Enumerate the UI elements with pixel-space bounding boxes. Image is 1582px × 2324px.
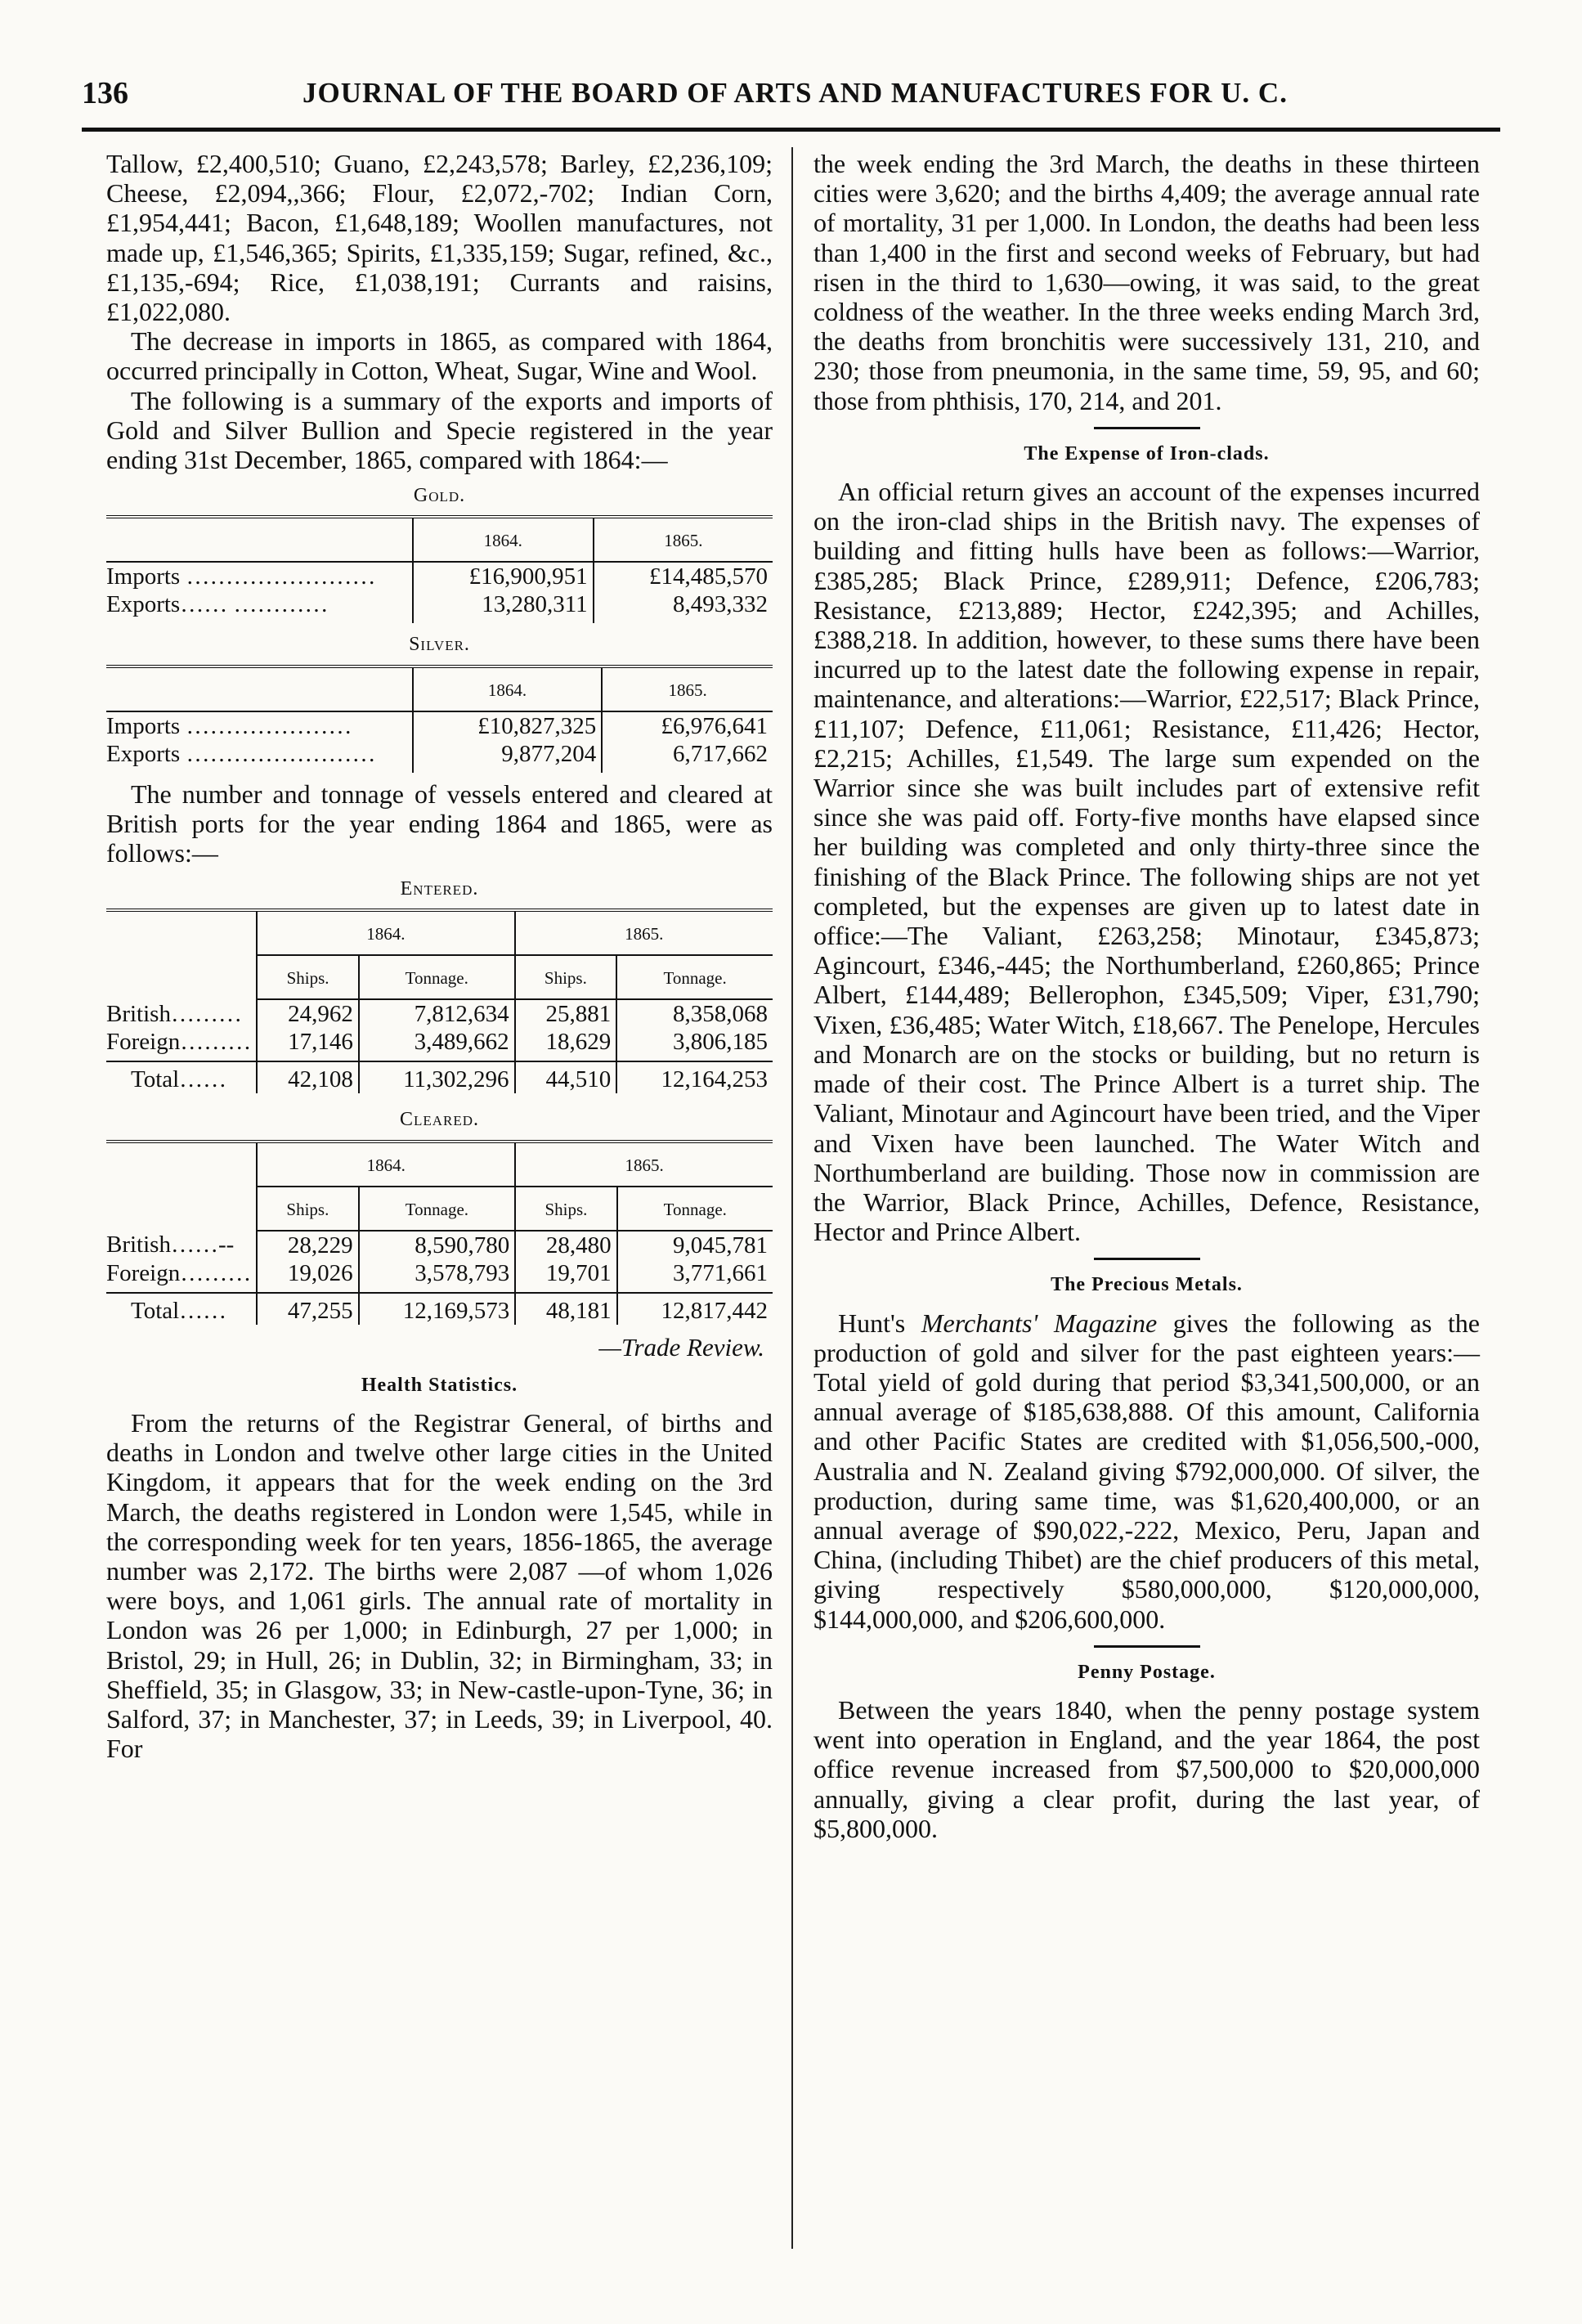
ironclads-paragraph: An official return gives an account of the expenses incurred on the iron-clad ships in the British navy. The expenses of building and fitting hulls have been as follows:—Warrior, £385,285; Black Prince, £289,911; Defence, £206,783; Resistance, £213,889; Hector, £242,395; and Achilles, £388,218. In addition, however, to these sums there have been incurred up to the latest date the following expense in repair, maintenance, and alterations:—Warrior, £22,517; Black Prince, £11,107; Defence, £11,061; Resistance, £11,426; Hector, £2,215; Achilles, £1,549. The large sum expended on the Warrior since she was built includes part of extensive refit since she was paid off. Forty-five months have elapsed since her building was completed and only thirty-three since the finishing of the Black Prince. The following ships are not yet completed, but the expenses are given up to latest date in office:—The Valiant, £263,258; Minotaur, £345,873; Agincourt, £346,-445; the Northumberland, £260,865; Prince Albert, £144,489; Bellerophon, £345,509; Viper, £31,790; Vixen, £36,485; Water Witch, £18,667. The Penelope, Hercules and Monarch are on the stocks or building, but no return is made of their cost. The Prince Albert is a turret ship. The Valiant, Minotaur and Agincourt have been tried, and the Viper and Vixen have been launched. The Water Witch and Northumberland are building. Those now in commission are the Warrior, Black Prince, Achilles, Defence, Resistance, Hector and Prince Albert. — [813, 477, 1480, 1247]
precious-metals-heading: The Precious Metals. — [1051, 1274, 1243, 1296]
cell-value: 18,629 — [515, 1028, 617, 1061]
row-label: Imports …………………… — [106, 563, 376, 590]
tonnage-header: Tonnage. — [359, 955, 515, 999]
cell-value: 3,489,662 — [359, 1028, 515, 1061]
row-label: Total…… — [106, 1061, 257, 1093]
row-label: Foreign……… — [106, 1259, 252, 1286]
cell-value: 8,590,780 — [359, 1231, 516, 1259]
penny-postage-paragraph: Between the years 1840, when the penny postage system went into operation in England, and the year 1864, the post office revenue increased from $7,500,000 to $20,000,000 annually, giving a clear profit, during the last year, of $5,800,000. — [813, 1694, 1480, 1843]
cell-value: 47,255 — [257, 1293, 358, 1325]
header-rule — [82, 128, 1500, 132]
cell-value: 9,045,781 — [617, 1231, 773, 1259]
table-row — [106, 562, 773, 590]
cell-value: £16,900,951 — [413, 562, 594, 590]
cleared-year-1864: 1864. — [257, 1142, 515, 1187]
row-label: Exports…… ………… — [106, 591, 329, 618]
health-statistics-heading: Health Statistics. — [361, 1374, 518, 1396]
table-row — [106, 590, 773, 623]
cleared-year-1865: 1865. — [515, 1142, 773, 1187]
page-header — [82, 75, 1504, 126]
cell-value: 17,146 — [257, 1028, 359, 1061]
cell-value: 12,164,253 — [616, 1061, 773, 1093]
left-column — [106, 149, 773, 1764]
table-row — [106, 740, 773, 773]
health-statistics-paragraph: From the returns of the Registrar General, of births and deaths in London and twelve other large cities in the United Kingdom, it appears that for the week ending on the 3rd March, the deaths registered in London were 1,545, while in the corresponding week for ten years, 1856-1865, the average number was 2,172. The births were 2,087 —of whom 1,026 were boys, and 1,061 girls. The annual rate of mortality in London was 26 per 1,000; in Edinburgh, 27 per 1,000; in Bristol, 29; in Hull, 26; in Dublin, 32; in Birmingham, 33; in Sheffield, 35; in Glasgow, 33; in New-castle-upon-Tyne, 36; in Salford, 37; in Manchester, 37; in Leeds, 39; in Liverpool, 40. For — [106, 1408, 773, 1764]
running-head: JOURNAL OF THE BOARD OF ARTS AND MANUFACTURES FOR U. C. — [303, 77, 1288, 109]
vessels-intro-paragraph: The number and tonnage of vessels entered and cleared at British ports for the year ending 1864 and 1865, were as follows:— — [106, 778, 773, 868]
tonnage-header: Tonnage. — [617, 1187, 773, 1231]
cell-value: 42,108 — [257, 1061, 359, 1093]
row-label: British……… — [106, 1000, 242, 1027]
table-row — [106, 1028, 773, 1061]
silver-col-1865: 1865. — [602, 666, 773, 711]
cell-value: 7,812,634 — [359, 999, 515, 1028]
metals-pre: Hunt's — [838, 1308, 906, 1338]
entered-table-title: Entered. — [400, 878, 479, 900]
bullion-intro-paragraph: The following is a summary of the exports and imports of Gold and Silver Bullion and Specie registered in the year ending 31st December, 1865, compared with 1864:— — [106, 385, 773, 475]
cell-value: 3,771,661 — [617, 1259, 773, 1293]
column-divider — [791, 147, 793, 2249]
tonnage-header: Tonnage. — [359, 1187, 516, 1231]
cell-value: 12,817,442 — [617, 1293, 773, 1325]
cell-value: 3,806,185 — [616, 1028, 773, 1061]
imports-paragraph: Tallow, £2,400,510; Guano, £2,243,578; Barley, £2,236,109; Cheese, £2,094,,366; Flour, £2,072,-702; Indian Corn, £1,954,441; Bacon, £1,648,189; Woollen manufactures, not made up, £1,546,365; Spirits, £1,335,159; Sugar, refined, &c., £1,135,-694; Rice, £1,038,191; Currants and raisins, £1,022,080. — [106, 149, 773, 327]
cell-value: 24,962 — [257, 999, 359, 1028]
cell-value: 11,302,296 — [359, 1061, 515, 1093]
table-row — [106, 1259, 773, 1293]
cell-value: £14,485,570 — [594, 562, 773, 590]
cell-value: 12,169,573 — [359, 1293, 516, 1325]
merchants-magazine-title: Merchants' Magazine — [921, 1308, 1158, 1338]
cell-value: 13,280,311 — [413, 590, 594, 623]
table-row — [106, 1231, 773, 1259]
trade-review-attribution: —Trade Review. — [598, 1332, 764, 1362]
silver-table-title: Silver. — [409, 634, 470, 656]
entered-table — [106, 909, 773, 1093]
cell-value: 19,701 — [515, 1259, 616, 1293]
ironclads-heading: The Expense of Iron-clads. — [1024, 442, 1270, 464]
table-row — [106, 999, 773, 1028]
row-label: Imports ………………… — [106, 712, 352, 739]
cell-value: 44,510 — [515, 1061, 617, 1093]
cleared-table-title: Cleared. — [399, 1109, 480, 1131]
health-statistics-continued: the week ending the 3rd March, the deaths in these thirteen cities were 3,620; and the births 4,409; the average annual rate of mortality, 31 per 1,000. In London, the deaths had been less than 1,400 in the first and second weeks of February, but had risen in the third to 1,630—owing, it was said, to the great coldness of the weather. In the three weeks ending March 3rd, the deaths from bronchitis were successively 131, 210, and 230; those from pneumonia, in the same time, 59, 95, and 60; those from phthisis, 170, 214, and 201. — [813, 149, 1480, 415]
cell-value: 3,578,793 — [359, 1259, 516, 1293]
cell-value: 48,181 — [515, 1293, 616, 1325]
silver-col-1864: 1864. — [413, 666, 602, 711]
total-row — [106, 1293, 773, 1325]
row-label: British……-- — [106, 1232, 235, 1258]
gold-table-title: Gold. — [413, 485, 466, 507]
total-row — [106, 1061, 773, 1093]
row-label: Total…… — [106, 1293, 257, 1325]
metals-text: gives the following as the production of gold and silver for the past eighteen years:—Total yield of gold during that period $3,341,500,000, or an annual average of $185,638,888. Of this amount, California and other Pacific States are credited with $1,056,500,-000, Australia and N. Zealand giving $792,000,000. Of silver, the production, during same time, was $1,620,400,000, or an annual average of $90,022,-222, Mexico, Peru, Japan and China, (including Thibet) are the chief producers of this metal, giving respectively $580,000,000, $120,000,000, $144,000,000, and $206,600,000. — [813, 1308, 1481, 1634]
section-rule — [1094, 427, 1200, 429]
cell-value: £10,827,325 — [413, 711, 602, 740]
decrease-paragraph: The decrease in imports in 1865, as compared with 1864, occurred principally in Cotton, Wheat, Sugar, Wine and Wool. — [106, 326, 773, 386]
cell-value: 28,229 — [257, 1231, 358, 1259]
precious-metals-paragraph — [813, 1308, 1480, 1634]
ships-header: Ships. — [515, 1187, 616, 1231]
cleared-table — [106, 1140, 773, 1325]
gold-table — [106, 515, 773, 623]
silver-table — [106, 665, 773, 773]
row-label: Exports …………………… — [106, 740, 376, 767]
cell-value: £6,976,641 — [602, 711, 773, 740]
row-label: Foreign……… — [106, 1029, 252, 1056]
entered-year-1864: 1864. — [257, 910, 514, 955]
right-column — [813, 149, 1480, 1843]
page-number: 136 — [82, 76, 128, 110]
ships-header: Ships. — [257, 1187, 358, 1231]
gold-col-1864: 1864. — [413, 517, 594, 562]
section-rule — [1094, 1258, 1200, 1260]
cell-value: 9,877,204 — [413, 740, 602, 773]
cell-value: 28,480 — [515, 1231, 616, 1259]
ships-header: Ships. — [515, 955, 617, 999]
gold-col-1865: 1865. — [594, 517, 773, 562]
cell-value: 8,358,068 — [616, 999, 773, 1028]
section-rule — [1094, 1645, 1200, 1648]
cell-value: 6,717,662 — [602, 740, 773, 773]
cell-value: 8,493,332 — [594, 590, 773, 623]
ships-header: Ships. — [257, 955, 359, 999]
tonnage-header: Tonnage. — [616, 955, 773, 999]
table-row — [106, 711, 773, 740]
entered-year-1865: 1865. — [515, 910, 773, 955]
penny-postage-heading: Penny Postage. — [1078, 1661, 1216, 1683]
cell-value: 19,026 — [257, 1259, 358, 1293]
cell-value: 25,881 — [515, 999, 617, 1028]
